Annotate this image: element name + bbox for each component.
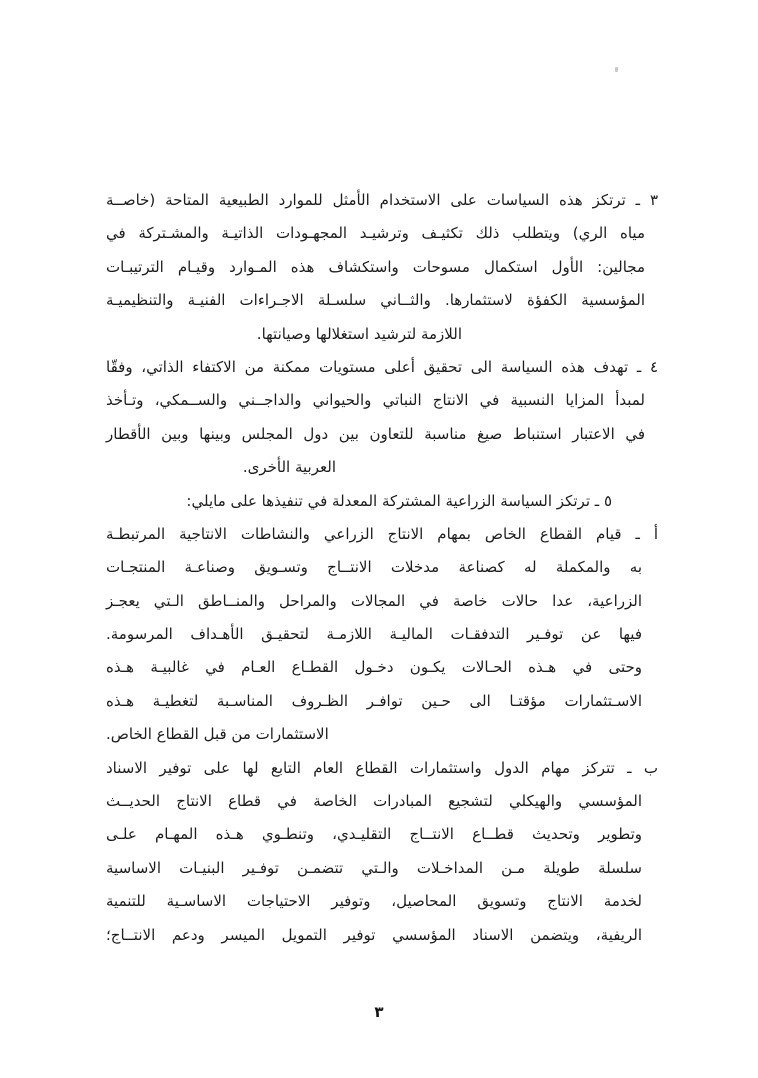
subclause-b-line-2: المؤسسي والهيكلي لتشجيع المبادرات الخاصة في قطاع الانتاج الحديــث <box>106 792 642 811</box>
subclause-b-line-1: ب ـ تتركز مهام الدول واستثمارات القطاع العام التابع لها على توفير الاسناد <box>106 758 658 777</box>
clause-5-heading: ٥ ـ ترتكز السياسة الزراعية المشتركة المعدلة في تنفيذها على مايلي: <box>186 491 612 510</box>
subclause-b-line-3: وتطوير وتحديث قطــاع الانتــاج التقليـدي، وتنطـوي هـذه المهـام علـى <box>106 825 642 844</box>
subclause-a-line-3: الزراعية، عدا حالات خاصة في المجالات والمراحل والمنــاطق الـتي يعجـز <box>106 591 642 610</box>
subclause-b-line-5: لخدمة الانتاج وتسويق المحاصيل، وتوفير الاحتياجات الاساسـية للتنمية <box>106 892 642 911</box>
clause-3-line-1: ٣ ـ ترتكز هذه السياسات على الاستخدام الأمثل للموارد الطبيعية المتاحة (خاصــة <box>106 191 658 209</box>
clause-4-line-2: لمبدأ المزايا النسبية في الانتاج النباتي والحيواني والداجــني والســمكي، وتـأخذ <box>106 391 645 410</box>
page-number: ٣ <box>374 1003 384 1021</box>
clause-3-line-2: مياه الري) ويتطلب ذلك تكثيـف وترشيـد المجهـودات الذاتيـة والمشـتركة في <box>106 224 645 243</box>
subclause-a-line-4: فيها عن توفـير التدفقـات الماليـة اللازمـة لتحقيـق الأهـداف المرسومة. <box>106 625 642 644</box>
clause-3-line-5: اللازمة لترشيد استغلالها وصيانتها. <box>256 324 462 343</box>
subclause-b-line-4: سلسلة طويلة مـن المداخـلات والـتي تتضمـن توفـير البنيـات الاساسية <box>106 858 642 877</box>
subclause-b-line-6: الريفية، ويتضمن الاسناد المؤسسي توفير التمويل الميسر ودعم الانتــاج؛ <box>106 925 642 944</box>
subclause-a-line-2: به والمكملة له كصناعة مدخلات الانتــاج وتسـويق وصناعـة المنتجـات <box>106 558 642 577</box>
clause-4-line-1: ٤ ـ تهدف هذه السياسة الى تحقيق أعلى مستويات ممكنة من الاكتفاء الذاتي، وفقّا <box>106 357 658 376</box>
scan-artifact-speck <box>615 67 618 72</box>
clause-3-line-3: مجالين: الأول استكمال مسوحات واستكشاف هذه المـوارد وقيـام الترتيبـات <box>106 257 645 276</box>
clause-4-line-3: في الاعتبار استنباط صيغ مناسبة للتعاون بين دول المجلس وبينها وبين الأقطار <box>106 424 645 443</box>
subclause-a-line-6: الاسـتثمارات مؤقتـا الى حـين توافـر الظـروف المناسـبة لتغطيـة هـذه <box>106 691 642 710</box>
subclause-a-line-1: أ ـ قيام القطاع الخاص بمهام الانتاج الزراعي والنشاطات الانتاجية المرتبطـة <box>106 524 658 543</box>
subclause-a-line-7: الاستثمارات من قبل القطاع الخاص. <box>106 725 329 744</box>
clause-3-line-4: المؤسسية الكفؤة لاستثمارها. والثــاني سلسـلة الاجـراءات الفنيـة والتنظيميـة <box>106 291 645 310</box>
document-body <box>106 184 658 952</box>
subclause-a-line-5: وحتى في هـذه الحـالات يكـون دخـول القطـاع العـام في غالبيـة هـذه <box>106 658 642 677</box>
clause-4-line-4: العربية الأخرى. <box>242 458 336 477</box>
